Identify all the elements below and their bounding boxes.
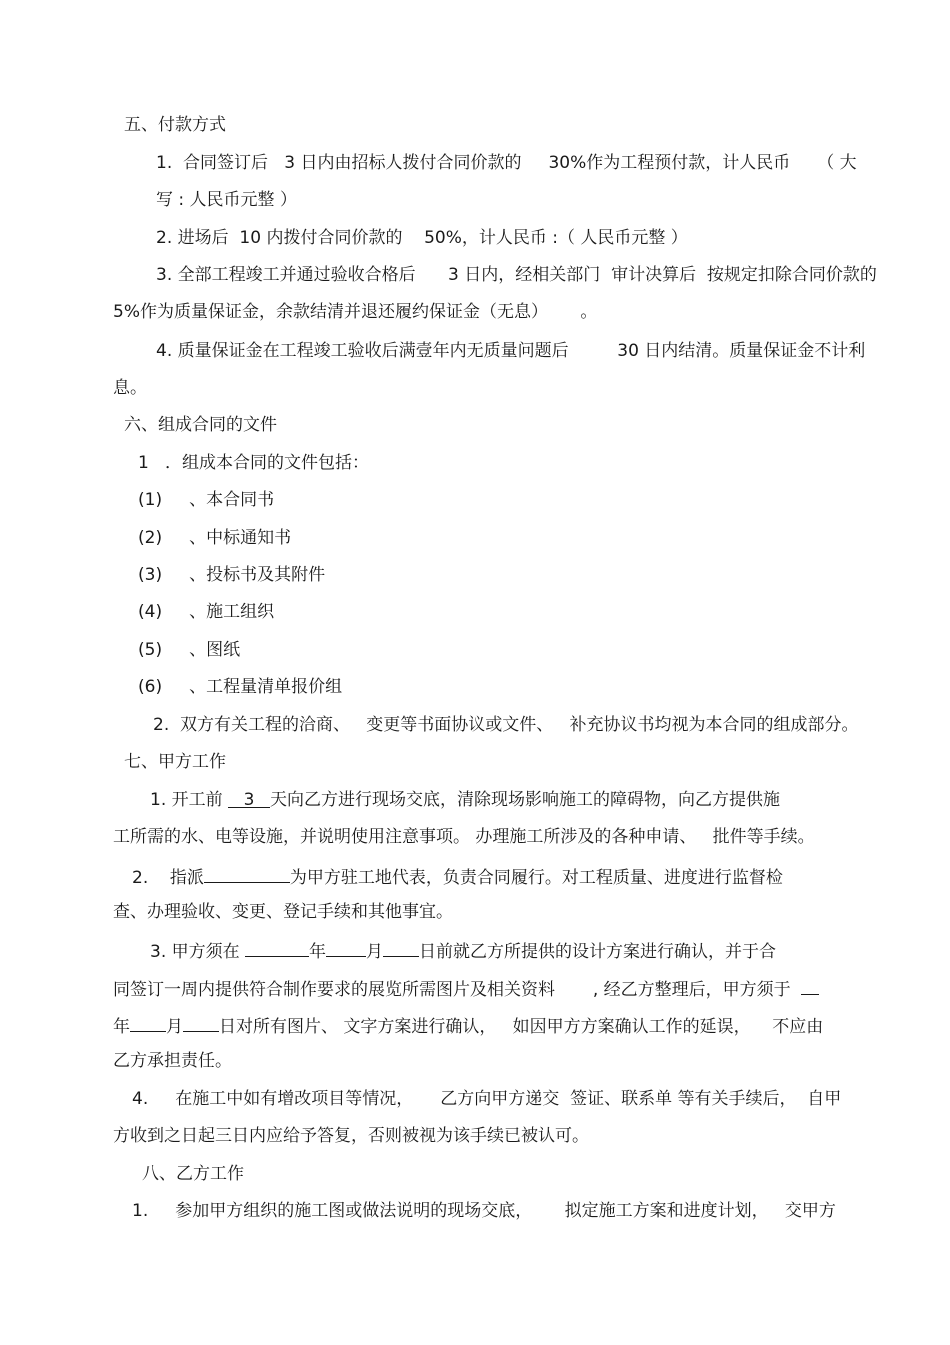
item-2-number: 2. [132,868,149,888]
doc-item: (6) 、工程量清单报价组 [138,677,343,697]
employer-item-2-cont: 查、办理验收、变更、登记手续和其他事宜。 [113,902,453,922]
employer-item-1-cont: 工所需的水、电等设施，并说明使用注意事项。 办理施工所涉及的各种申请、 批件等手续。 [113,827,815,847]
representative-blank[interactable] [204,864,290,883]
item-3-prefix: 3. 甲方须在 [150,942,246,962]
employer-item-3 [150,938,776,960]
item-1-text: 天向乙方进行现场交底，清除现场影响施工的障碍物，向乙方提供施 [270,790,781,810]
month-blank[interactable] [326,938,366,957]
month-label: 月 [366,942,384,962]
payment-item-4-cont: 息。 [113,378,147,398]
payment-item-3: 3. 全部工程竣工并通过验收合格后 3 日内，经相关部门 审计决算后 按规定扣除合同价款的 [156,265,877,285]
item-3-text: 日前就乙方所提供的设计方案进行确认，并于合 [419,942,777,962]
item-2-text: 为甲方驻工地代表，负责合同履行。对工程质量、进度进行监督检 [289,868,783,888]
item-1-prefix: 1. 开工前 [150,790,229,810]
doc-item: (4) 、施工组织 [138,602,275,622]
payment-item-3-cont: 5%作为质量保证金，余款结清并退还履约保证金（无息） 。 [113,302,598,322]
doc-item: (3) 、投标书及其附件 [138,565,326,585]
employer-item-3-cont-3: 乙方承担责任。 [113,1051,232,1071]
section-8-heading: 八、乙方工作 [142,1164,244,1184]
docs-intro: 1 ．组成本合同的文件包括： [138,453,370,473]
days-blank[interactable]: 3 [228,789,270,808]
doc-item: (2) 、中标通知书 [138,528,292,548]
year-blank[interactable] [245,938,309,957]
payment-item-4: 4. 质量保证金在工程竣工验收后满壹年内无质量问题后 30 日内结清。质量保证金不计利 [156,341,866,361]
section-7-heading: 七、甲方工作 [124,752,226,772]
month-label: 月 [166,1017,183,1037]
employer-item-3-cont [113,976,819,998]
employer-item-4-cont: 方收到之日起三日内应给予答复，否则被视为该手续已被认可。 [113,1126,589,1146]
day-blank[interactable] [383,938,419,957]
year-blank-2[interactable] [801,976,819,995]
section-6-heading: 六、组成合同的文件 [124,415,277,435]
year-label: 年 [309,942,327,962]
item-2-prefix: 指派 [169,868,204,888]
day-blank-2[interactable] [183,1013,219,1032]
doc-item: (1) 、本合同书 [138,490,275,510]
section-5-heading: 五、付款方式 [124,115,226,135]
month-blank-2[interactable] [130,1013,166,1032]
year-label: 年 [113,1017,130,1037]
employer-item-1 [150,789,780,811]
doc-item: (5) 、图纸 [138,640,241,660]
contractor-item-1: 1. 参加甲方组织的施工图或做法说明的现场交底， 拟定施工方案和进度计划， 交甲方 [132,1201,836,1221]
employer-item-3-cont-2 [113,1013,823,1035]
payment-item-1-cont: 写 : 人民币元整 ） [156,190,297,210]
payment-item-1: 1. 合同签订后 3 日内由招标人拨付合同价款的 30%作为工程预付款，计人民币 （ 大 [156,153,857,173]
docs-item-2: 2. 双方有关工程的洽商、 变更等书面协议或文件、 补充协议书均视为本合同的组成部分。 [153,715,859,735]
payment-item-2: 2. 进场后 10 内拨付合同价款的 50%，计人民币 :（ 人民币元整 ） [156,228,688,248]
item-3-text-b: 同签订一周内提供符合制作要求的展览所需图片及相关资料 , 经乙方整理后，甲方须于 [113,980,791,1000]
item-3-text-c: 日对所有图片、 文字方案进行确认， 如因甲方方案确认工作的延误， 不应由 [219,1017,824,1037]
employer-item-4: 4. 在施工中如有增改项目等情况， 乙方向甲方递交 签证、联系单 等有关手续后， 自甲 [132,1089,842,1109]
employer-item-2 [132,864,783,886]
